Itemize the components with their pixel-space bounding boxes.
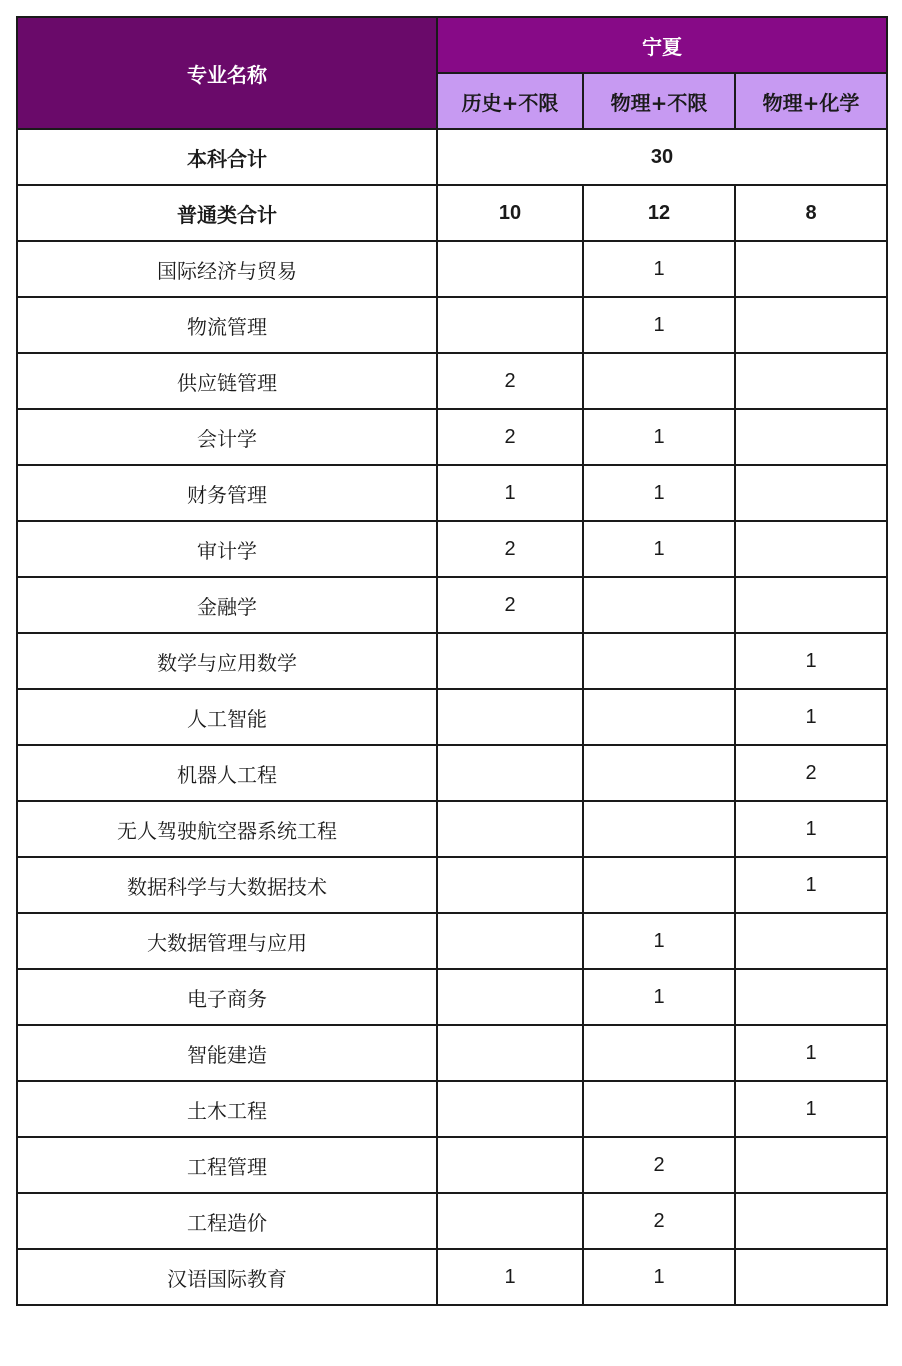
quota-history: [437, 689, 583, 745]
quota-history: [437, 1193, 583, 1249]
major-name: 电子商务: [17, 969, 437, 1025]
quota-physics-chemistry: [735, 1137, 887, 1193]
quota-physics: 2: [583, 1193, 735, 1249]
table-row: [17, 1137, 887, 1193]
major-name: 金融学: [17, 577, 437, 633]
quota-history: 1: [437, 465, 583, 521]
total-undergrad-row: [17, 129, 887, 185]
table-row: [17, 1249, 887, 1305]
quota-physics-chemistry: [735, 521, 887, 577]
quota-physics: 1: [583, 1249, 735, 1305]
major-name: 数据科学与大数据技术: [17, 857, 437, 913]
quota-physics-chemistry: [735, 353, 887, 409]
quota-history: [437, 241, 583, 297]
quota-physics-chemistry: [735, 577, 887, 633]
quota-history: [437, 1137, 583, 1193]
quota-history: 2: [437, 521, 583, 577]
total-general-history: 10: [437, 185, 583, 241]
table-row: [17, 633, 887, 689]
total-undergrad-value: 30: [437, 129, 887, 185]
table-row: [17, 1025, 887, 1081]
total-undergrad-label: 本科合计: [17, 129, 437, 185]
header-row-top: [17, 17, 887, 73]
major-name: 机器人工程: [17, 745, 437, 801]
quota-history: [437, 633, 583, 689]
quota-physics-chemistry: [735, 241, 887, 297]
quota-physics: [583, 1025, 735, 1081]
quota-history: [437, 297, 583, 353]
table-row: [17, 353, 887, 409]
quota-history: [437, 857, 583, 913]
quota-physics: [583, 801, 735, 857]
header-major-name: 专业名称: [17, 17, 437, 129]
quota-history: [437, 969, 583, 1025]
header-region: 宁夏: [437, 17, 887, 73]
quota-physics: [583, 353, 735, 409]
table-row: [17, 1193, 887, 1249]
quota-physics: 2: [583, 1137, 735, 1193]
quota-physics: 1: [583, 465, 735, 521]
quota-physics-chemistry: [735, 969, 887, 1025]
table-row: [17, 745, 887, 801]
header-sub-physics-chemistry: 物理+化学: [735, 73, 887, 129]
quota-physics-chemistry: [735, 913, 887, 969]
table-row: [17, 801, 887, 857]
total-general-physics: 12: [583, 185, 735, 241]
quota-physics-chemistry: [735, 297, 887, 353]
total-general-row: [17, 185, 887, 241]
quota-history: 2: [437, 409, 583, 465]
table-row: [17, 969, 887, 1025]
quota-history: 2: [437, 577, 583, 633]
quota-history: [437, 801, 583, 857]
table-row: [17, 297, 887, 353]
major-name: 审计学: [17, 521, 437, 577]
quota-physics-chemistry: 1: [735, 1081, 887, 1137]
major-name: 无人驾驶航空器系统工程: [17, 801, 437, 857]
quota-history: [437, 745, 583, 801]
quota-physics: 1: [583, 409, 735, 465]
quota-history: 1: [437, 1249, 583, 1305]
major-name: 国际经济与贸易: [17, 241, 437, 297]
quota-physics-chemistry: [735, 1249, 887, 1305]
quota-history: [437, 913, 583, 969]
table-row: [17, 409, 887, 465]
total-general-label: 普通类合计: [17, 185, 437, 241]
quota-physics: [583, 633, 735, 689]
quota-physics: [583, 1081, 735, 1137]
quota-physics-chemistry: 1: [735, 857, 887, 913]
major-name: 大数据管理与应用: [17, 913, 437, 969]
quota-physics: 1: [583, 241, 735, 297]
major-name: 物流管理: [17, 297, 437, 353]
quota-physics-chemistry: 1: [735, 801, 887, 857]
table-row: [17, 857, 887, 913]
header-sub-history: 历史+不限: [437, 73, 583, 129]
major-name: 工程造价: [17, 1193, 437, 1249]
table-row: [17, 241, 887, 297]
major-name: 财务管理: [17, 465, 437, 521]
major-name: 数学与应用数学: [17, 633, 437, 689]
quota-physics-chemistry: [735, 465, 887, 521]
table-row: [17, 1081, 887, 1137]
major-name: 人工智能: [17, 689, 437, 745]
table-row: [17, 521, 887, 577]
quota-physics-chemistry: 1: [735, 1025, 887, 1081]
major-name: 汉语国际教育: [17, 1249, 437, 1305]
quota-history: 2: [437, 353, 583, 409]
quota-history: [437, 1081, 583, 1137]
major-name: 智能建造: [17, 1025, 437, 1081]
table-row: [17, 577, 887, 633]
major-name: 会计学: [17, 409, 437, 465]
quota-physics-chemistry: [735, 1193, 887, 1249]
total-general-physics-chemistry: 8: [735, 185, 887, 241]
table-row: [17, 465, 887, 521]
major-name: 供应链管理: [17, 353, 437, 409]
quota-physics-chemistry: [735, 409, 887, 465]
quota-physics-chemistry: 1: [735, 633, 887, 689]
table-row: [17, 913, 887, 969]
major-name: 土木工程: [17, 1081, 437, 1137]
quota-physics-chemistry: 1: [735, 689, 887, 745]
quota-physics: [583, 689, 735, 745]
table-row: [17, 689, 887, 745]
quota-physics: 1: [583, 297, 735, 353]
enrollment-quota-table: [16, 16, 888, 1306]
quota-physics-chemistry: 2: [735, 745, 887, 801]
quota-physics: [583, 745, 735, 801]
quota-physics: 1: [583, 969, 735, 1025]
quota-history: [437, 1025, 583, 1081]
header-sub-physics: 物理+不限: [583, 73, 735, 129]
quota-physics: 1: [583, 521, 735, 577]
quota-physics: [583, 857, 735, 913]
major-name: 工程管理: [17, 1137, 437, 1193]
quota-physics: 1: [583, 913, 735, 969]
quota-physics: [583, 577, 735, 633]
